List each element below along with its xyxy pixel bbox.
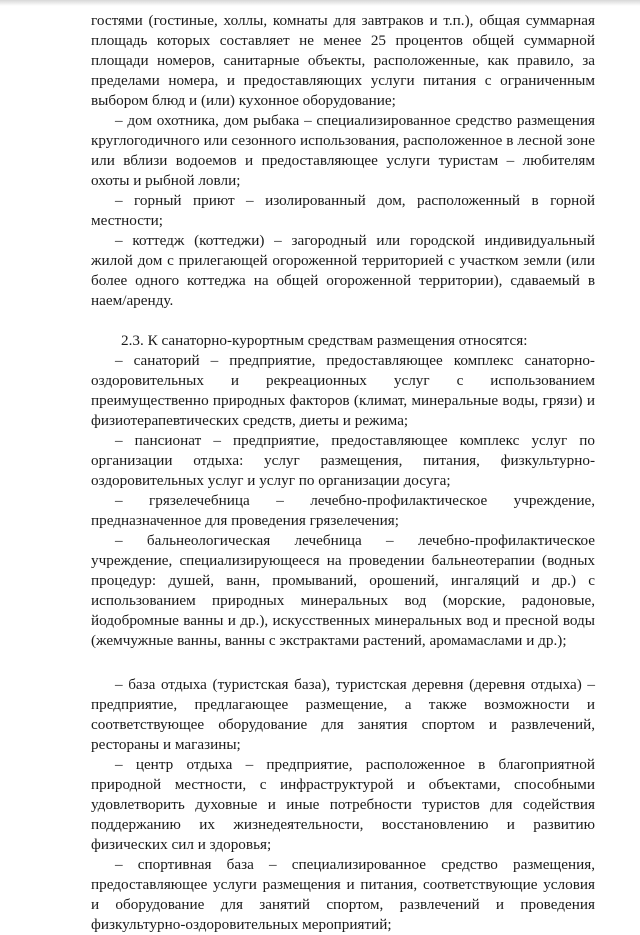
paragraph-cottage: – коттедж (коттеджи) – загородный или городской индивидуальный жилой дом с прилегающей огороженной территорией с участком земли (или более одного коттеджа на общей огороженной территории), сдаваемый в наем/аренду. bbox=[91, 232, 595, 309]
document-page bbox=[91, 11, 595, 935]
paragraph-boarding-house: – пансионат – предприятие, предоставляющее комплекс услуг по организации отдыха: услуг размещения, питания, физкультурно-оздоровительных услуг и услуг по организации досуга; bbox=[91, 432, 595, 489]
paragraph-sanatorium: – санаторий – предприятие, предоставляющее комплекс санаторно-оздоровительных и рекреационных услуг с использованием преимущественно природных факторов (климат, минеральные воды, грязи) и физиотерапевтических средств, диеты и режима; bbox=[91, 352, 595, 429]
paragraph-balneological-clinic: – бальнеологическая лечебница – лечебно-профилактическое учреждение, специализирующееся на проведении бальнеотерапии (водных процедур: душей, ванн, промываний, орошений, ингаляций и др.) с использованием природных минеральных вод (морские, радоновые, йодобромные ванны и др.), искусственных минеральных вод и пресной воды (жемчужные ванны, ванны с экстрактами растений, аромамаслами и др.); bbox=[91, 532, 595, 649]
paragraph-hunter-fisher-house: – дом охотника, дом рыбака – специализированное средство размещения круглогодичного или сезонного использования, расположенное в лесной зоне или вблизи водоемов и предоставляющее услуги туристам – любителям охоты и рыбной ловли; bbox=[91, 112, 595, 189]
section-heading-2-3: 2.3. К санаторно-курортным средствам размещения относятся: bbox=[121, 332, 528, 349]
paragraph-guesthouse-continuation: гостями (гостиные, холлы, комнаты для завтраков и т.п.), общая суммарная площадь которых составляет не менее 25 процентов общей суммарной площади номеров, санитарные объекты, расположенные, как правило, за пределами номера, и предоставляющих услуги питания с ограниченным выбором блюд и (или) кухонное оборудование; bbox=[91, 12, 595, 109]
paragraph-recreation-center: – центр отдыха – предприятие, расположенное в благоприятной природной местности, с инфраструктурой и объектами, способными удовлетворить духовные и иные потребности туристов для содействия поддержанию их жизнедеятельности, восстановлению и развитию физических сил и здоровья; bbox=[91, 756, 595, 853]
paragraph-recreation-base: – база отдыха (туристская база), туристская деревня (деревня отдыха) – предприятие, предлагающее размещение, а также возможности и соответствующее оборудование для занятия спортом и развлечений, рестораны и магазины; bbox=[91, 676, 595, 753]
scan-edge-shadow bbox=[0, 0, 640, 6]
paragraph-mud-clinic: – грязелечебница – лечебно-профилактическое учреждение, предназначенное для проведения грязелечения; bbox=[91, 492, 595, 529]
paragraph-sports-base: – спортивная база – специализированное средство размещения, предоставляющее услуги размещения и питания, соответствующие условия и оборудование для занятий спортом, развлечений и проведения физкультурно-оздоровительных мероприятий; bbox=[91, 856, 595, 933]
paragraph-mountain-shelter: – горный приют – изолированный дом, расположенный в горной местности; bbox=[91, 192, 595, 229]
